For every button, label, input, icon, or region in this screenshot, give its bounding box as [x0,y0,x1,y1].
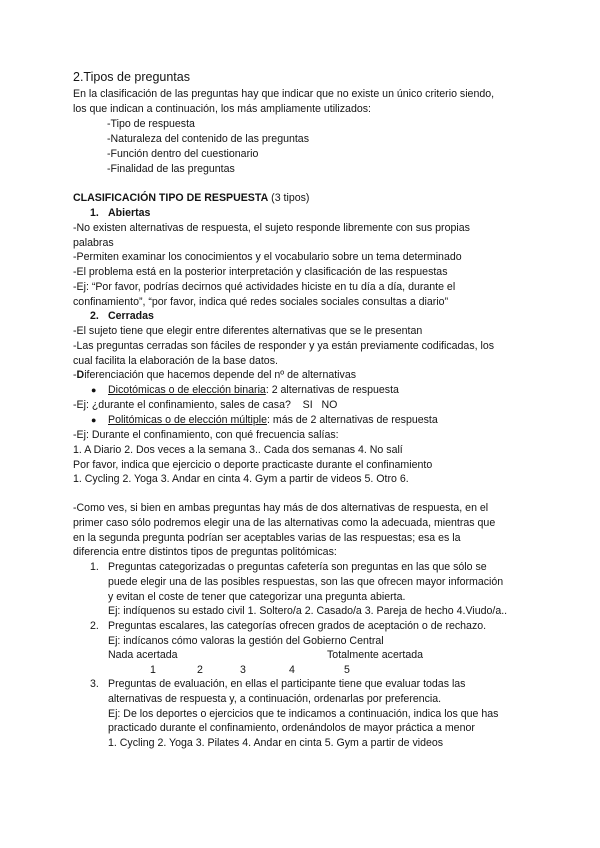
polytomous-example: 1. Cycling 2. Yoga 3. Andar en cinta 4. Gym a partir de videos 5. Otro 6. [73,473,409,485]
classification-title: CLASIFICACIÓN TIPO DE RESPUESTA [73,192,269,204]
type-line: Ej: De los deportes o ejercicios que te indicamos a continuación, indica los que has [108,708,499,720]
open-line: -No existen alternativas de respuesta, el sujeto responde libremente con sus propias [73,222,470,234]
type-line: Ej: indícanos cómo valoras la gestión del Gobierno Central [108,635,384,647]
closed-title: Cerradas [108,310,154,322]
section-title: 2.Tipos de preguntas [73,70,190,84]
type-number: 3. [90,678,99,690]
classification-heading [73,191,309,205]
scale-point: 5 [344,664,350,676]
scale-point: 1 [150,664,156,676]
polytomous-example: 1. A Diario 2. Dos veces a la semana 3.. Cada dos semanas 4. No salí [73,444,403,456]
type-line: Ej: indíquenos su estado civil 1. Soltero/a 2. Casado/a 3. Pareja de hecho 4.Viudo/a.. [108,605,508,617]
scale-low-label: Nada acertada [108,649,178,661]
type-line: y evitan el coste de tener que categorizar una pregunta abierta. [108,591,406,603]
type-line: puede elegir una de las posibles respuestas, son las que ofrecen mayor información [108,576,504,588]
comparison-line: -Como ves, si bien en ambas preguntas hay más de dos alternativas de respuesta, en el [73,502,489,514]
type-line: Preguntas categorizadas o preguntas cafetería son preguntas en las que sólo se [108,561,487,573]
bullet-term: Dicotómicas o de elección binaria [108,384,266,396]
intro-line: En la clasificación de las preguntas hay que indicar que no existe un único criterio siendo, [73,88,495,100]
type-line: Preguntas escalares, las categorías ofrecen grados de aceptación o de rechazo. [108,620,487,632]
classification-count: (3 tipos) [271,192,310,204]
closed-line: -El sujeto tiene que elegir entre diferentes alternativas que se le presentan [73,325,423,337]
bullet-polytomous: Politómicas o de elección múltiple: más de 2 alternativas de respuesta [108,414,438,426]
closed-line: cual facilita la elaboración de la base datos. [73,355,278,367]
open-line: -El problema está en la posterior interpretación y clasificación de las respuestas [73,266,448,278]
open-line: -Permiten examinar los conocimientos y el vocabulario sobre un tema determinado [73,251,462,263]
scale-point: 4 [289,664,295,676]
bullet-dot: ● [91,385,97,395]
comparison-line: en la segunda pregunta podrían ser aceptables varias de las respuestas; esa es la [73,532,461,544]
criteria-item: -Función dentro del cuestionario [107,148,259,160]
comparison-line: diferencia entre distintos tipos de preguntas politómicas: [73,546,337,558]
open-title: Abiertas [108,207,151,219]
open-line: -Ej: “Por favor, podrías decirnos qué actividades hiciste en tu día a día, durante el [73,281,456,293]
scale-high-label: Totalmente acertada [327,649,423,661]
polytomous-example: Por favor, indica que ejercicio o deporte practicaste durante el confinamiento [73,459,433,471]
dichotomous-example: -Ej: ¿durante el confinamiento, sales de casa? SI NO [73,399,338,411]
criteria-item: -Finalidad de las preguntas [107,163,235,175]
type-line: alternativas de respuesta y, a continuación, ordenarlas por preferencia. [108,693,442,705]
closed-difference: -Diferenciación que hacemos depende del nº de alternativas [73,369,357,381]
criteria-item: -Tipo de respuesta [107,118,195,130]
closed-number: 2. [90,310,99,322]
bullet-dichotomous: Dicotómicas o de elección binaria: 2 alternativas de respuesta [108,384,399,396]
type-line: Preguntas de evaluación, en ellas el participante tiene que evaluar todas las [108,678,466,690]
type-line: practicado durante el confinamiento, ordenándolos de mayor práctica a menor [108,722,475,734]
open-line: confinamiento”, “por favor, indica qué redes sociales sociales consultas a diario” [73,296,449,308]
scale-point: 3 [240,664,246,676]
criteria-item: -Naturaleza del contenido de las preguntas [107,133,310,145]
type-number: 1. [90,561,99,573]
open-line: palabras [73,237,114,249]
type-number: 2. [90,620,99,632]
scale-point: 2 [197,664,203,676]
bullet-dot: ● [91,415,97,425]
comparison-line: primer caso sólo podremos elegir una de las alternativas como la adecuada, mientras que [73,517,496,529]
intro-line: los que indican a continuación, los más ampliamente utilizados: [73,103,371,115]
type-line: 1. Cycling 2. Yoga 3. Pilates 4. Andar en cinta 5. Gym a partir de videos [108,737,444,749]
closed-line: -Las preguntas cerradas son fáciles de responder y ya están previamente codificadas, los [73,340,495,352]
bullet-term: Politómicas o de elección múltiple [108,414,267,426]
open-number: 1. [90,207,99,219]
polytomous-example: -Ej: Durante el confinamiento, con qué frecuencia salías: [73,429,339,441]
